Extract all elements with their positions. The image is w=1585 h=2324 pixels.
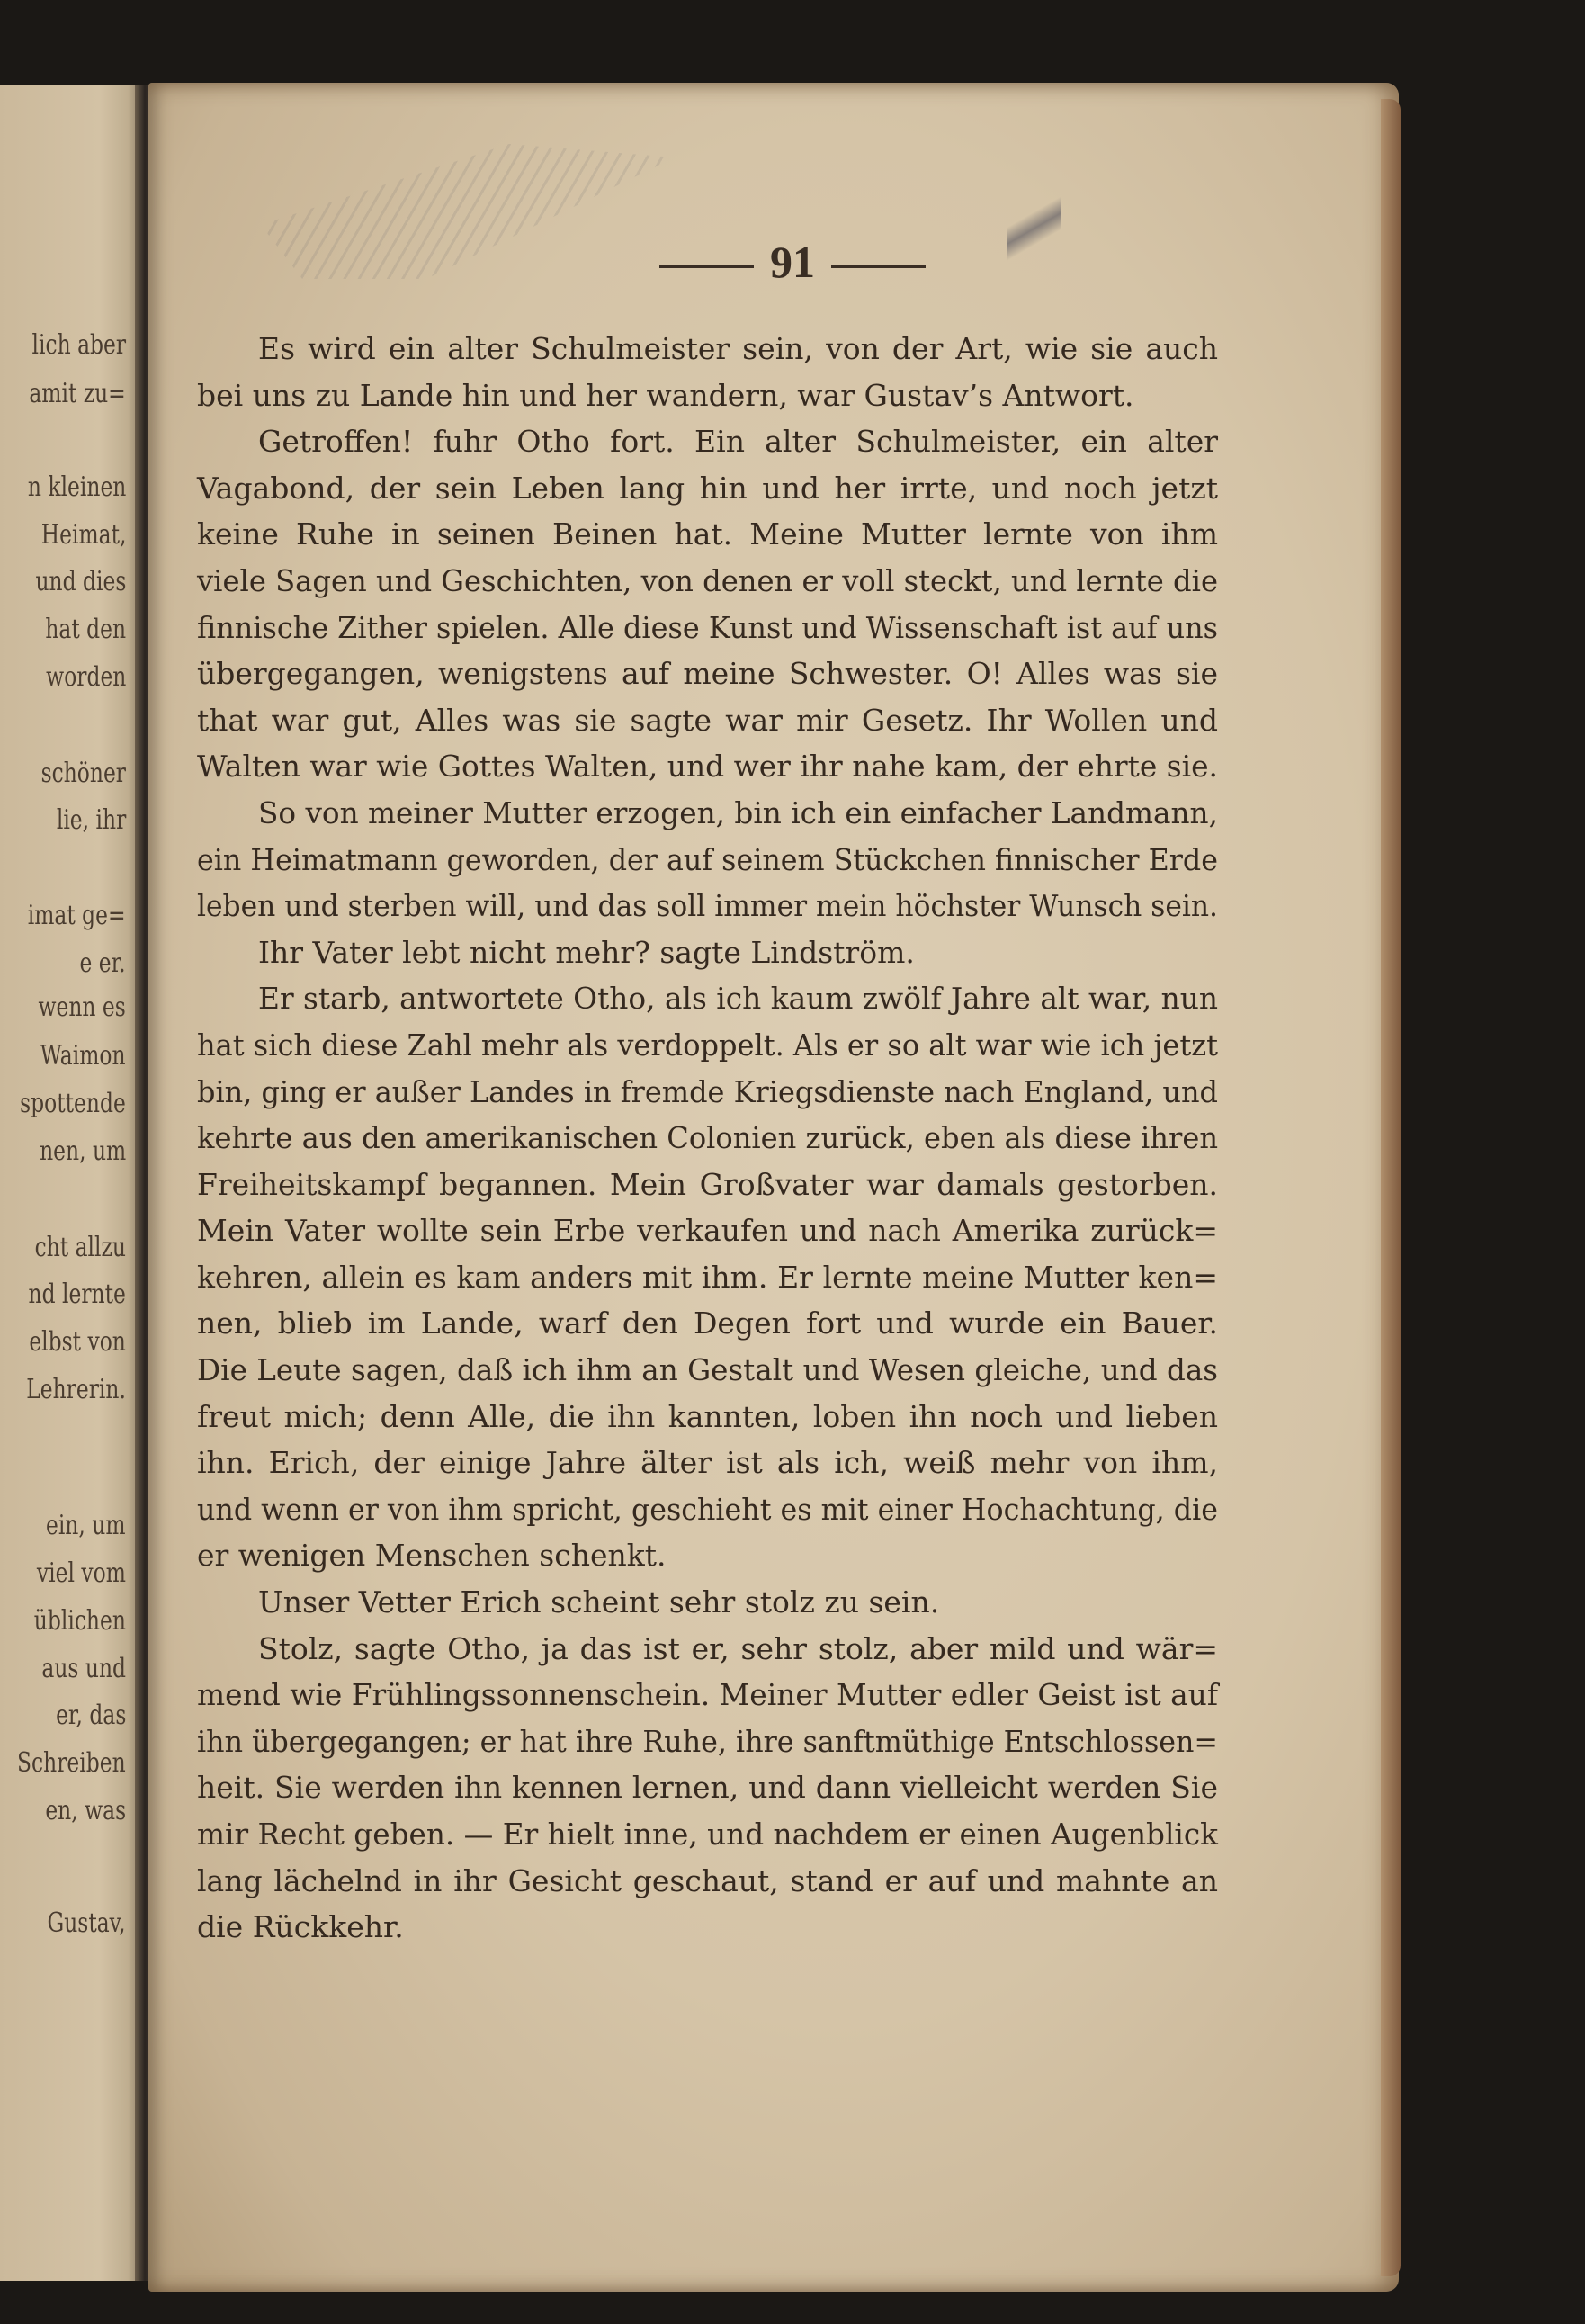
text-line-content: Die Leute sagen, daß ich ihm an Gestalt und Wesen gleiche, und das [197,1352,1218,1388]
text-line [197,326,1218,372]
left-page-fragment: nd lernte [28,1279,126,1310]
text-line-content: that war gut, Alles was sie sagte war mir Gesetz. Ihr Wollen und [197,702,1218,738]
text-line-content: ihn übergegangen; er hat ihre Ruhe, ihre sanftmüthige Entschlossen= [197,1723,1218,1759]
text-line [197,651,1218,697]
text-line-content: Mein Vater wollte sein Erbe verkaufen und nach Amerika zurück= [197,1213,1218,1249]
left-page-fragment: aus und [41,1653,126,1684]
text-line [197,837,1218,884]
text-line-content: Freiheitskampf begannen. Mein Großvater war damals gestorben. [197,1166,1218,1202]
text-line [197,1022,1218,1069]
text-line-content: viele Sagen und Geschichten, von denen er voll steckt, und lernte die [197,562,1218,598]
text-line-content: finnische Zither spielen. Alle diese Kunst und Wissenschaft ist auf uns [197,609,1218,645]
page-number [0,236,1585,288]
left-page-fragment: spottende [20,1088,126,1119]
left-page-fragment: Lehrerin. [26,1374,126,1405]
text-line-content: heit. Sie werden ihn kennen lernen, und dann vielleicht werden Sie [197,1770,1218,1806]
text-line [197,1811,1218,1858]
text-line [197,1347,1218,1394]
text-line [197,1858,1218,1905]
text-line-content: hat sich diese Zahl mehr als verdoppelt. Als er so alt war wie ich jetzt [197,1027,1218,1063]
text-line-content: Vagabond, der sein Leben lang hin und her irrte, und noch jetzt [197,470,1218,506]
text-line [197,790,1218,837]
text-line [197,883,1218,929]
text-line [197,1672,1218,1718]
text-line [197,418,1218,465]
text-line [197,1626,1218,1673]
text-line [197,558,1218,605]
left-page-fragment: en, was [45,1795,126,1826]
text-line-content: Es wird ein alter Schulmeister sein, von der Art, wie sie auch [258,331,1218,366]
left-page-fragment: schöner [40,758,126,789]
left-page-fragment: wenn es [38,992,126,1023]
text-line [197,1764,1218,1811]
left-page-fragment: nen, um [39,1135,126,1167]
left-page-fragment: Heimat, [40,519,126,551]
left-page-text-fragments [0,0,130,2324]
text-line-content: leben und sterben will, und das soll immer mein höchster Wunsch sein. [197,888,1218,924]
left-page-fragment: imat ge= [28,900,126,931]
text-line-content: mir Recht geben. — Er hielt inne, und nachdem er einen Augenblick [197,1817,1218,1852]
page-number-dash-left [659,265,754,268]
text-line [197,1394,1218,1440]
text-line-content: Stolz, sagte Otho, ja das ist er, sehr stolz, aber mild und wär= [258,1630,1218,1666]
page-number-text: 91 [770,237,815,287]
text-line-content: ein Heimatmann geworden, der auf seinem Stückchen finnischer Erde [197,841,1218,877]
text-line-content: kehren, allein es kam anders mit ihm. Er lernte meine Mutter ken= [197,1259,1218,1295]
text-line [197,975,1218,1022]
text-line-content: lang lächelnd in ihr Gesicht geschaut, stand er auf und mahnte an [197,1862,1218,1898]
text-line [197,929,1218,976]
text-line [197,372,1218,419]
text-line-content: mend wie Frühlingssonnenschein. Meiner Mutter edler Geist ist auf [197,1677,1218,1713]
text-line-content: keine Ruhe in seinen Beinen hat. Meine Mutter lernte von ihm [197,516,1218,552]
text-line [197,1115,1218,1162]
text-line [197,1440,1218,1486]
text-line-content: bin, ging er außer Landes in fremde Kriegsdienste nach England, und [197,1073,1218,1109]
text-line [197,697,1218,744]
text-line [197,1207,1218,1254]
text-line [197,1254,1218,1301]
left-page-fragment: n kleinen [27,471,126,503]
left-page-fragment: lich aber [31,329,126,361]
text-line [197,1579,1218,1626]
text-line-content: ihn. Erich, der einige Jahre älter ist als ich, weiß mehr von ihm, [197,1445,1218,1481]
text-line-content: kehrte aus den amerikanischen Colonien zurück, eben als diese ihren [197,1120,1218,1156]
left-page-fragment: Schreiben [17,1747,126,1779]
left-page-fragment: viel vom [37,1557,126,1589]
text-line-content: er wenigen Menschen schenkt. [197,1538,667,1574]
text-line-content: freut mich; denn Alle, die ihn kannten, loben ihn noch und lieben [197,1398,1218,1434]
left-page-fragment: üblichen [33,1605,126,1637]
left-page-fragment: elbst von [29,1326,126,1358]
left-page-fragment: lie, ihr [56,804,126,836]
text-line [197,1904,1218,1951]
left-page-fragment: und dies [35,566,126,597]
page-number-dash-right [831,265,926,268]
text-line-content: So von meiner Mutter erzogen, bin ich ein einfacher Landmann, [258,794,1218,830]
text-line [197,1718,1218,1765]
left-page-fragment: hat den [45,614,126,645]
text-line-content: nen, blieb im Lande, warf den Degen fort und wurde ein Bauer. [197,1306,1218,1341]
text-line-content: Unser Vetter Erich scheint sehr stolz zu sein. [258,1584,940,1620]
left-page-fragment: amit zu= [29,378,126,409]
text-line-content: und wenn er von ihm spricht, geschieht es mit einer Hochachtung, die [197,1491,1218,1527]
text-line [197,605,1218,651]
page-edge [1381,99,1401,2276]
text-line-content: Getroffen! fuhr Otho fort. Ein alter Schulmeister, ein alter [258,424,1218,460]
text-line-content: Walten war wie Gottes Walten, und wer ihr nahe kam, der ehrte sie. [197,749,1218,785]
text-line-content: die Rückkehr. [197,1909,404,1945]
left-page-fragment: er, das [55,1700,126,1731]
text-line [197,465,1218,512]
text-line [197,1162,1218,1208]
text-line-content: Er starb, antwortete Otho, als ich kaum zwölf Jahre alt war, nun [258,981,1218,1017]
text-line-content: übergegangen, wenigstens auf meine Schwester. O! Alles was sie [197,656,1218,692]
text-line [197,511,1218,558]
text-line-content: Ihr Vater lebt nicht mehr? sagte Lindström. [258,934,915,970]
left-page-fragment: Gustav, [47,1907,126,1939]
text-line-content: bei uns zu Lande hin und her wandern, war Gustav’s Antwort. [197,377,1134,413]
text-line [197,743,1218,790]
left-page-fragment: Waimon [40,1040,126,1072]
left-page-fragment: cht allzu [34,1232,126,1263]
body-text [197,326,1218,1951]
text-line [197,1532,1218,1579]
left-page-fragment: e er. [79,947,126,979]
left-page-fragment: ein, um [46,1510,126,1541]
text-line [197,1486,1218,1533]
text-line [197,1300,1218,1347]
left-page-fragment: worden [45,661,126,693]
text-line [197,1069,1218,1116]
